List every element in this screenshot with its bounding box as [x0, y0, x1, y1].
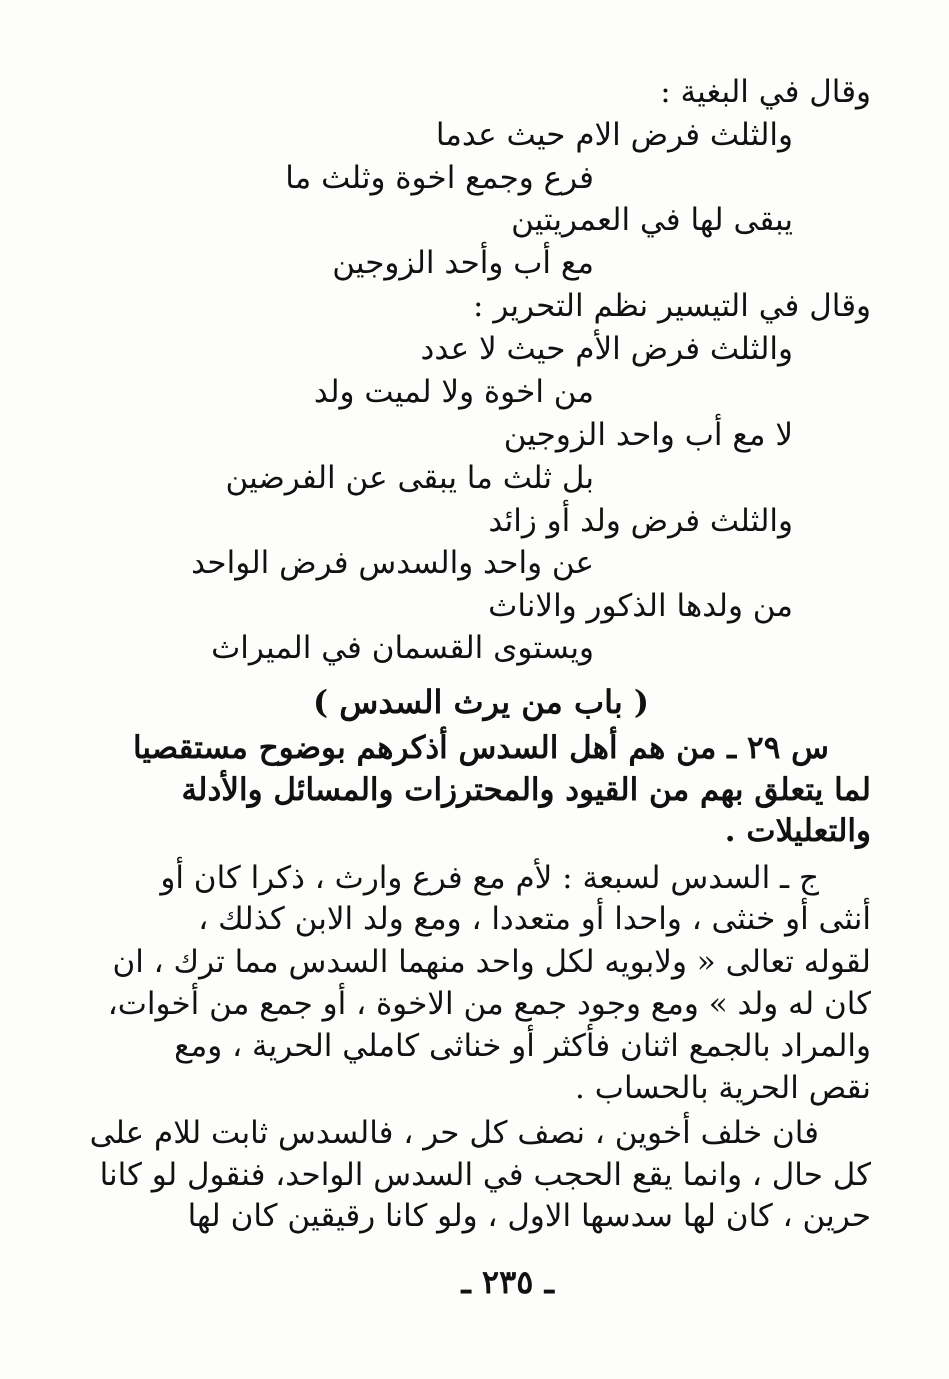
poem2-line-3: لا مع أب واحد الزوجين [503, 417, 793, 453]
intro-tayseer: وقال في التيسير نظم التحرير : [473, 288, 871, 324]
poem1-line-1: والثلث فرض الام حيث عدما [435, 117, 793, 153]
answer-line-2: أنثى أو خنثى ، واحدا أو متعددا ، ومع ولد الابن كذلك ، [198, 901, 871, 937]
paragraph2-line-2: كل حال ، وانما يقع الحجب في السدس الواحد، فنقول لو كانا [99, 1157, 871, 1193]
page-number: ـ ٢٣٥ ـ [461, 1263, 554, 1301]
paragraph2-line-1: فان خلف أخوين ، نصف كل حر ، فالسدس ثابت للام على [89, 1115, 819, 1151]
question-line-3: والتعليلات . [724, 813, 871, 849]
intro-bughya: وقال في البغية : [660, 74, 871, 110]
poem1-line-4: مع أب وأحد الزوجين [332, 245, 594, 281]
poem2-line-8: ويستوى القسمان في الميراث [211, 630, 594, 666]
answer-line-4: كان له ولد » ومع وجود جمع من الاخوة ، أو جمع من أخوات، [107, 986, 871, 1022]
answer-line-5: والمراد بالجمع اثنان فأكثر أو خناثى كاملي الحرية ، ومع [174, 1028, 871, 1064]
poem2-line-5: والثلث فرض ولد أو زائد [488, 503, 793, 539]
poem1-line-2: فرع وجمع اخوة وثلث ما [285, 160, 594, 196]
poem2-line-4: بل ثلث ما يبقى عن الفرضين [225, 460, 594, 496]
paragraph2-line-3: حرين ، كان لها سدسها الاول ، ولو كانا رقيقين كان لها [187, 1198, 871, 1234]
answer-line-1: ج ـ السدس لسبعة : لأم مع فرع وارث ، ذكرا كان أو [160, 860, 819, 896]
section-title: ( باب من يرث السدس ) [313, 683, 649, 721]
poem2-line-6: عن واحد والسدس فرض الواحد [191, 545, 594, 581]
answer-line-3: لقوله تعالى « ولابويه لكل واحد منهما السدس مما ترك ، ان [112, 944, 871, 980]
poem1-line-3: يبقى لها في العمريتين [511, 202, 793, 238]
poem2-line-7: من ولدها الذكور والاناث [488, 588, 793, 624]
question-line-1: س ٢٩ ـ من هم أهل السدس أذكرهم بوضوح مستقصيا [132, 730, 829, 766]
question-line-2: لما يتعلق بهم من القيود والمحترزات والمسائل والأدلة [181, 772, 871, 808]
poem2-line-2: من اخوة ولا لميت ولد [313, 374, 594, 410]
poem2-line-1: والثلث فرض الأم حيث لا عدد [420, 331, 793, 367]
answer-line-6: نقص الحرية بالحساب . [575, 1070, 871, 1106]
